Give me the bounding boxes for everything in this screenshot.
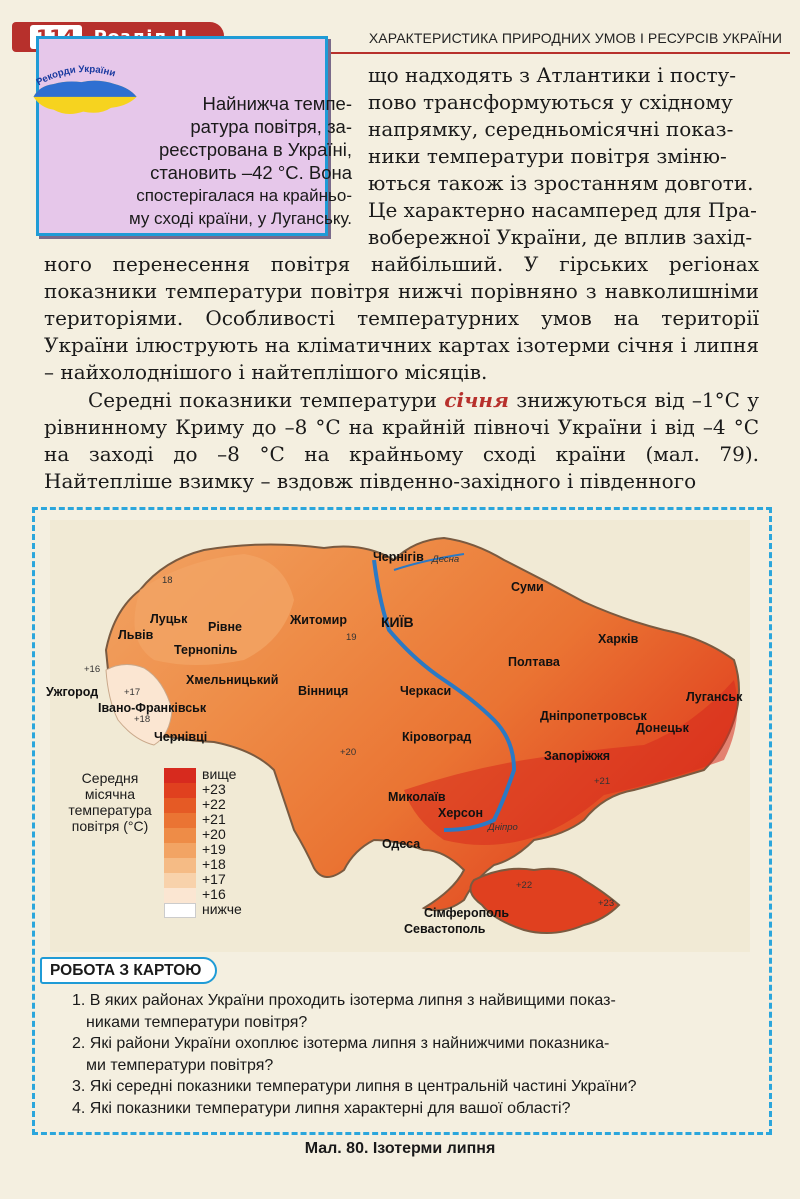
city-label: Луганськ [686, 690, 743, 704]
running-title: ХАРАКТЕРИСТИКА ПРИРОДНИХ УМОВ І РЕСУРСІВ УКРАЇНИ [368, 30, 782, 46]
city-label: Хмельницький [186, 673, 279, 687]
records-line: реєстрована в Україні, [158, 139, 352, 160]
legend-swatch [164, 903, 196, 918]
legend-label: +18 [202, 856, 226, 872]
city-label: Одеса [382, 837, 421, 851]
city-label: Черкаси [400, 684, 452, 698]
p2-text: Середні показники температури [88, 388, 445, 412]
legend-label: вище [202, 766, 237, 782]
text-line: Це характерно насамперед для Пра- [368, 198, 757, 222]
text-right-column [368, 62, 760, 251]
city-label: Львів [118, 628, 154, 642]
legend-swatch [164, 783, 196, 798]
legend-label: +16 [202, 886, 226, 902]
figure-caption: Мал. 80. Ізотерми липня [304, 1140, 496, 1157]
legend-label: нижче [202, 901, 242, 917]
city-label: Запоріжжя [544, 749, 611, 763]
city-label: Рівне [208, 620, 242, 634]
isotherm-label: +22 [516, 880, 533, 891]
question-line: 3. Які середні показники температури липня в центральній частині України? [72, 1078, 637, 1095]
legend-swatch [164, 843, 196, 858]
isotherm-label: +18 [134, 714, 151, 725]
river-label: Десна [432, 554, 460, 565]
p2-text: знижуються від –1°С у рівнинному Криму до –8 °С на крайній півночі України і від –4 °С на заході до –8 °С на крайньому сході країни (мал. 79). Найтепліше взимку – вздовж південно-західного і південного [44, 388, 759, 493]
question-line: 4. Які показники температури липня характерні для вашої області? [72, 1099, 571, 1117]
map-legend [164, 768, 264, 918]
isotherm-label: +17 [124, 687, 141, 698]
city-label: Миколаїв [388, 790, 446, 804]
records-line: становить –42 °С. Вона [150, 162, 352, 183]
city-label: Чернівці [154, 730, 208, 744]
legend-label: +17 [202, 871, 226, 887]
isotherm-label: +20 [340, 747, 357, 758]
p2-highlight: січня [444, 388, 509, 412]
legend-label: +19 [202, 841, 226, 857]
legend-row [164, 903, 264, 918]
question-list [72, 990, 752, 1119]
isotherm-label: 18 [162, 575, 173, 586]
isotherm-label: +16 [84, 664, 101, 675]
city-label: Суми [511, 580, 544, 594]
city-label-capital: КИЇВ [381, 614, 414, 630]
city-label: Житомир [290, 613, 347, 627]
paragraph-1: ного перенесення повітря найбільший. У гірських регіонах показники температури повітря нижчі порівняно з навколишніми територіями. Особливості температурних умов на території України ілюструють на кліматичних картах ізотерми січня і липня – найхолоднішого і найтеплішого місяців. [44, 252, 759, 384]
text-line: вобережної України, де вплив захід- [368, 225, 753, 249]
question-line: 2. Які райони України охоплює ізотерма липня з найнижчими показника- [72, 1035, 610, 1052]
isotherm-label: +21 [594, 776, 611, 787]
question-line: никами температури повітря? [86, 1013, 308, 1031]
legend-label: +22 [202, 796, 226, 812]
records-line: ратура повітря, за- [190, 116, 352, 137]
city-label: Кіровоград [402, 730, 472, 744]
legend-label: +20 [202, 826, 226, 842]
city-label: Ужгород [46, 685, 99, 699]
records-line: му сході країни, у Луганську. [128, 209, 352, 228]
work-heading [40, 957, 217, 984]
legend-swatch [164, 813, 196, 828]
text-line: напрямку, середньомісячні показ- [368, 117, 734, 141]
work-heading-label: РОБОТА З КАРТОЮ [50, 961, 202, 979]
records-line: спостерігалася на крайньо- [136, 186, 352, 205]
isotherm-map [44, 520, 756, 950]
city-label: Луцьк [150, 612, 188, 626]
city-label: Севастополь [404, 922, 486, 936]
legend-swatch [164, 798, 196, 813]
crimea-territory [470, 869, 619, 933]
river-label: Дніпро [488, 822, 518, 833]
legend-label: +23 [202, 781, 226, 797]
text-line: ники температури повітря зміню- [368, 144, 727, 168]
text-line: що надходять з Атлантики і посту- [368, 63, 737, 87]
text-line: пово трансформуються у східному [368, 90, 733, 114]
paragraph-2 [44, 387, 759, 495]
records-badge-label: Рекорди України [34, 63, 117, 89]
city-label: Дніпропетровськ [540, 709, 647, 723]
question-line: 1. В яких районах України проходить ізотерма липня з найвищими показ- [72, 992, 616, 1009]
isotherm-label: 19 [346, 632, 357, 643]
legend-swatch [164, 873, 196, 888]
city-label: Полтава [508, 655, 560, 669]
text-line: ються також із зростанням довготи. [368, 171, 754, 195]
isotherm-label: +23 [598, 898, 615, 909]
legend-title: Середня місячна температура повітря (°С) [68, 770, 152, 834]
legend-swatch [164, 888, 196, 903]
city-label: Чернігів [373, 550, 424, 564]
city-label: Херсон [438, 806, 484, 820]
azov-sea [604, 832, 664, 872]
city-label: Харків [598, 632, 639, 646]
legend-label: +21 [202, 811, 226, 827]
city-label: Вінниця [298, 684, 349, 698]
legend-swatch [164, 858, 196, 873]
records-line: Найнижча темпе- [202, 93, 352, 114]
city-label: Івано-Франківськ [98, 701, 207, 715]
city-label: Донецьк [636, 721, 689, 735]
legend-swatch [164, 768, 196, 783]
question-line: ми температури повітря? [86, 1056, 274, 1074]
records-text [112, 92, 352, 230]
city-label: Тернопіль [174, 643, 238, 657]
city-label: Сімферополь [424, 906, 510, 920]
legend-swatch [164, 828, 196, 843]
